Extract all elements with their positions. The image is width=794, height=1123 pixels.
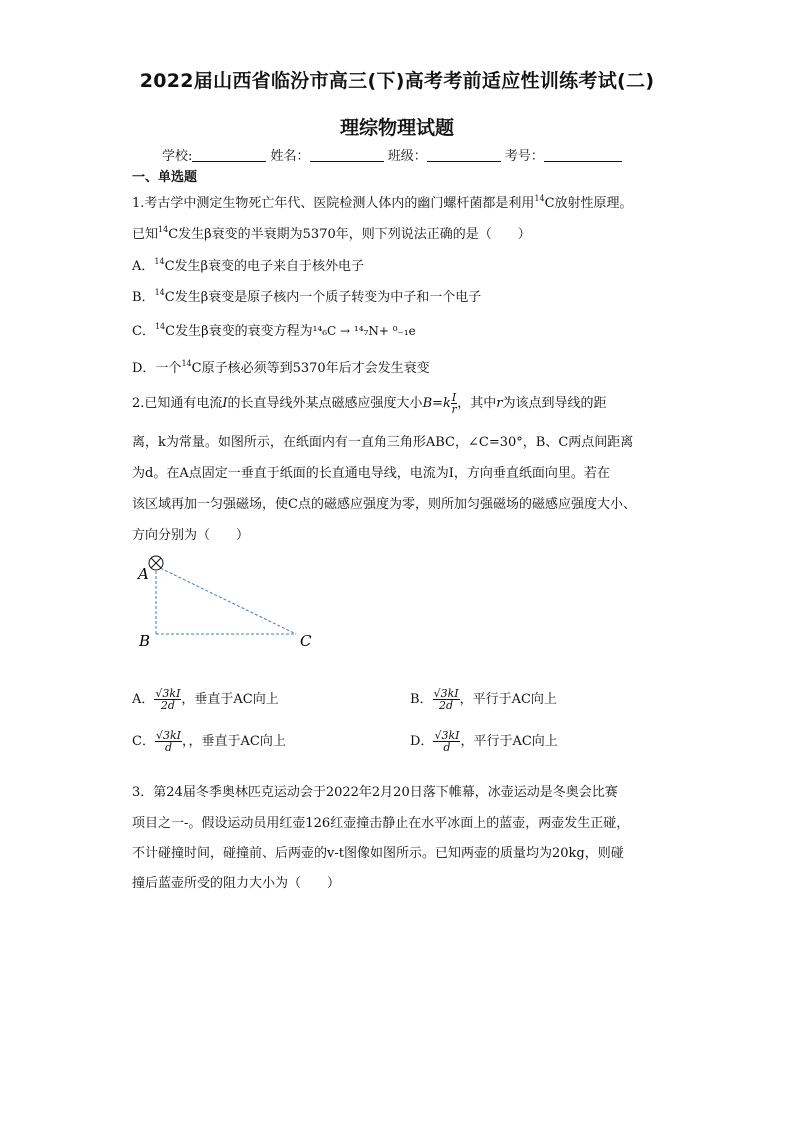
label-c: C <box>300 632 312 650</box>
q3-stem-line3: 不计碰撞时间，碰撞前、后两壶的v-t图像如图所示。已知两壶的质量均为20kg，则碰 <box>132 846 624 861</box>
q2-stem-line5: 方向分别为（ ） <box>132 528 250 543</box>
q3-stem-line4: 撞后蓝壶所受的阻力大小为（ ） <box>132 876 341 891</box>
name-label: 姓名： <box>270 149 310 164</box>
q3-stem-line2: 项目之一-。假设运动员用红壶126红壶撞击静止在水平冰面上的蓝壶，两壶发生正碰， <box>132 816 630 831</box>
q1-stem-line1: 1.考古学中测定生物死亡年代、医院检测人体内的幽门螺杆菌都是利用$^{14}$C放射性原理。 <box>132 194 633 211</box>
q1-option-c: C．$^{14}$C发生β衰变的衰变方程为¹⁴₆C → ¹⁴₇N+ ⁰₋₁e <box>132 322 416 339</box>
section-title: 一、单选题 <box>132 170 198 185</box>
label-a: A <box>138 565 149 583</box>
student-info-line <box>162 145 622 164</box>
formula-fraction: $\frac{I}{r}$ <box>451 391 457 416</box>
class-label: 班级： <box>387 149 427 164</box>
q2-option-b: B． $\frac{√3kI}{2d}$ ，平行于AC向上 <box>410 687 557 712</box>
school-label: 学校: <box>162 149 193 164</box>
exam-no-blank <box>544 149 622 162</box>
exam-subtitle: 理综物理试题 <box>339 117 454 139</box>
q2-stem-line2: 离，k为常量。如图所示，在纸面内有一直角三角形ABC，∠C=30°，B、C两点间距离 <box>132 435 634 450</box>
q2-stem-line4: 该区域再加一匀强磁场，使C点的磁感应强度为零，则所加匀强磁场的磁感应强度大小、 <box>132 497 636 512</box>
q2-stem-line3: 为d。在A点固定一垂直于纸面的长直通电导线，电流为I，方向垂直纸面向里。若在 <box>132 466 610 481</box>
q1-option-a: A．$^{14}$C发生β衰变的电子来自于核外电子 <box>132 257 365 274</box>
school-blank <box>192 149 266 162</box>
exam-title: 2022届山西省临汾市高三(下)高考考前适应性训练考试(二) <box>139 70 655 92</box>
label-b: B <box>139 632 151 650</box>
q1-option-d: D．一个$^{14}$C原子核必须等到5370年后才会发生衰变 <box>132 359 430 376</box>
decay-equation: ¹⁴₆C → ¹⁴₇N+ ⁰₋₁e <box>312 324 416 338</box>
q2-stem-line1: 2.已知通有电流I的长直导线外某点磁感应强度大小B=k $\frac{I}{r}$ ，其中r为该点到导线的距 <box>132 391 607 416</box>
q1-option-b: B．$^{14}$C发生β衰变是原子核内一个质子转变为中子和一个电子 <box>132 288 482 305</box>
exam-no-label: 考号： <box>504 149 544 164</box>
triangle-figure <box>134 550 334 655</box>
q1-stem-line2: 已知$^{14}$C发生β衰变的半衰期为5370年，则下列说法正确的是（ ） <box>132 225 531 242</box>
side-ac <box>156 566 296 634</box>
q2-option-a: A． $\frac{√3kI}{2d}$ ，垂直于AC向上 <box>132 687 279 712</box>
name-blank <box>310 149 384 162</box>
q2-option-c: C． $\frac{√3kI}{d}$ ，，垂直于AC向上 <box>132 729 286 754</box>
q2-option-d: D． $\frac{√3kI}{d}$ ，平行于AC向上 <box>410 729 558 754</box>
class-blank <box>427 149 501 162</box>
q3-stem-line1: 3．第24届冬季奥林匹克运动会于2022年2月20日落下帷幕，冰壶运动是冬奥会比赛 <box>132 785 618 800</box>
